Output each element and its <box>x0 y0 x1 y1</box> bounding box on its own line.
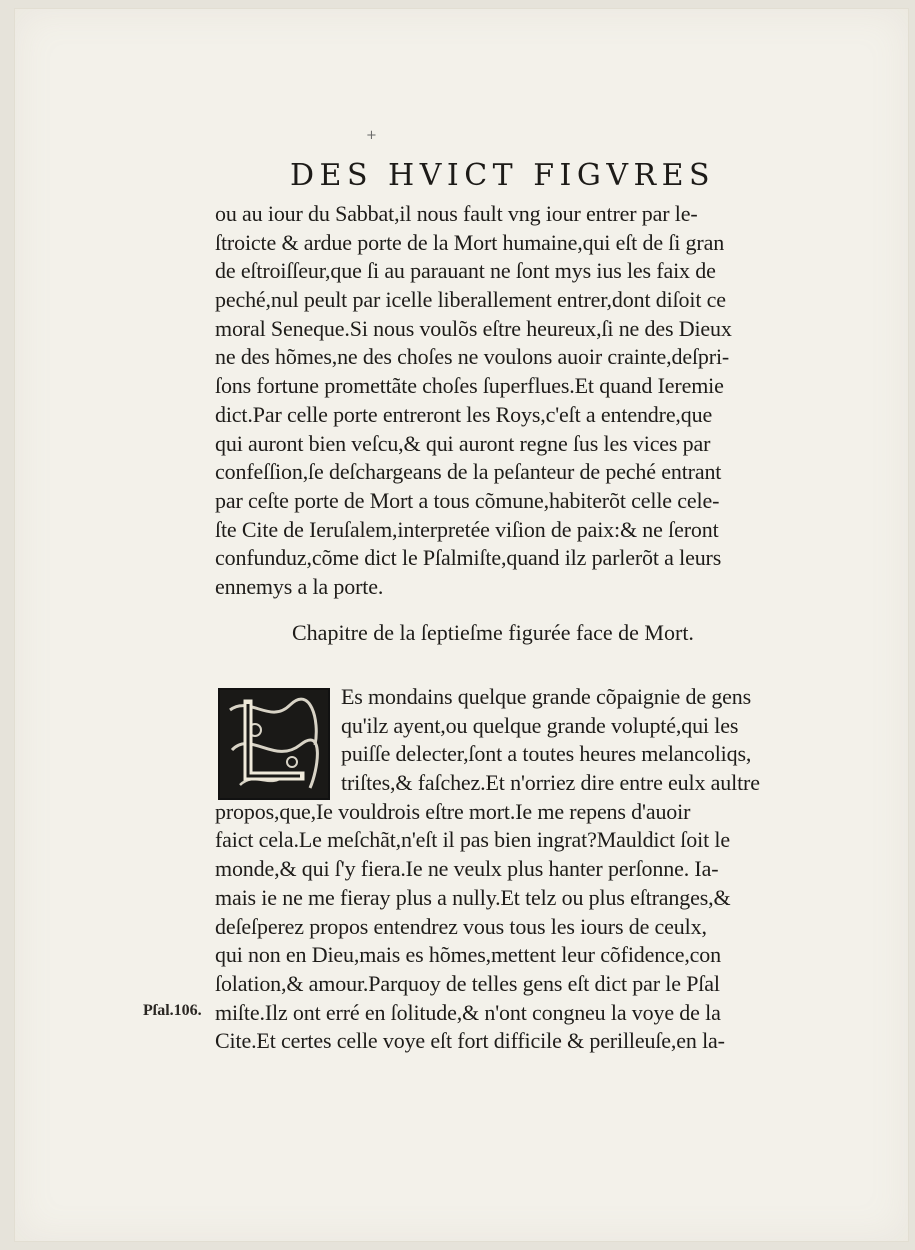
text-line: peché,nul peult par icelle liberallement entrer,dont diſoit ce <box>215 287 726 313</box>
text-line: Es mondains quelque grande cõpaignie de gens <box>341 684 752 709</box>
text-line: qui auront bien veſcu,& qui auront regne ſus les vices par <box>215 430 711 456</box>
text-line: confunduz,cõme dict le Pſalmiſte,quand ilz parlerõt a leurs <box>215 545 722 571</box>
text-line: propos,que,Ie vouldrois eſtre mort.Ie me repens d'auoir <box>215 798 691 824</box>
text-line: moral Seneque.Si nous voulõs eſtre heureux,ſi ne des Dieux <box>215 315 732 341</box>
text-line: dict.Par celle porte entreront les Roys,c'eſt a entendre,que <box>215 401 713 427</box>
margin-note: Pſal.106. <box>143 1002 202 1019</box>
text-line: Cite.Et certes celle voye eſt fort difficile & perilleuſe,en la- <box>215 1028 725 1054</box>
text-line: qui non en Dieu,mais es hõmes,mettent leur cõfidence,con <box>215 942 722 968</box>
paragraph-1 <box>215 200 865 602</box>
text-line: ne des hõmes,ne des choſes ne voulons auoir crainte,deſpri- <box>215 344 730 370</box>
text-line: ſolation,& amour.Parquoy de telles gens eſt dict par le Pſal <box>215 970 720 996</box>
text-line: monde,& qui ſ'y fiera.Ie ne veulx plus hanter perſonne. Ia- <box>215 856 719 882</box>
text-line: miſte.Ilz ont erré en ſolitude,& n'ont congneu la voye de la <box>215 999 721 1025</box>
text-line: par ceſte porte de Mort a tous cõmune,habiterõt celle cele- <box>215 487 720 513</box>
text-line: ſtroicte & ardue porte de la Mort humaine,qui eſt de ſi gran <box>215 229 725 255</box>
text-line: qu'ilz ayent,ou quelque grande volupté,qui les <box>341 712 739 738</box>
text-line: de eſtroiſſeur,que ſi au parauant ne ſont mys ius les faix de <box>215 258 716 284</box>
text-line: ou au iour du Sabbat,il nous fault vng iour entrer par le- <box>215 201 698 226</box>
paragraph-2 <box>215 683 865 1056</box>
text-line: ennemys a la porte. <box>215 573 384 599</box>
text-line: puiſſe delecter,ſont a toutes heures melancoliqs, <box>341 741 752 767</box>
text-line: triſtes,& faſchez.Et n'orriez dire entre eulx aultre <box>341 770 760 796</box>
page-mark: + <box>366 128 377 143</box>
text-line: mais ie ne me fieray plus a nully.Et telz ou plus eſtranges,& <box>215 884 731 910</box>
chapter-title: Chapitre de la ſeptieſme figurée face de Mort. <box>292 620 694 645</box>
text-line: ſte Cite de Ieruſalem,interpretée viſion de paix:& ne ſeront <box>215 516 719 542</box>
running-head: DES HVICT FIGVRES <box>290 158 716 193</box>
text-line: ſons fortune promettãte choſes ſuperflues.Et quand Ieremie <box>215 373 724 399</box>
text-line: deſeſperez propos entendrez vous tous les iours de ceulx, <box>215 913 707 939</box>
text-line: confeſſion,ſe deſchargeans de la peſanteur de peché entrant <box>215 459 722 485</box>
text-line: faict cela.Le meſchãt,n'eſt il pas bien ingrat?Mauldict ſoit le <box>215 827 730 853</box>
